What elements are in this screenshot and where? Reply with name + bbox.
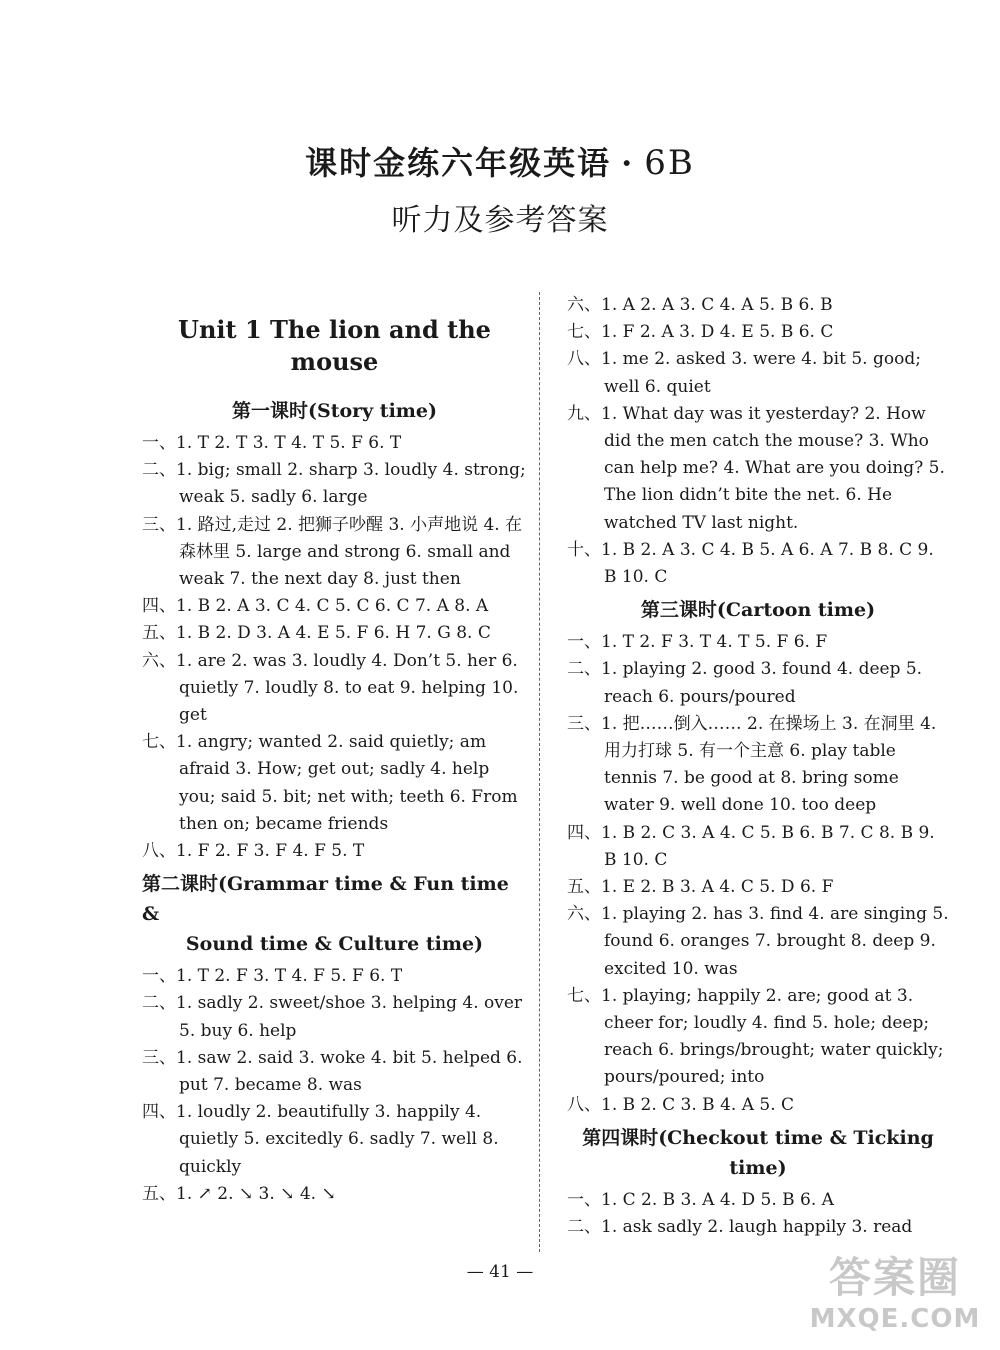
answer-line: 八、1. me 2. asked 3. were 4. bit 5. good; well 6. quiet xyxy=(567,349,921,397)
watermark-bottom: MXQE.COM xyxy=(809,1304,981,1334)
answer-line: 五、1. B 2. D 3. A 4. E 5. F 6. H 7. G 8. C xyxy=(142,623,491,644)
answer-line: 六、1. A 2. A 3. C 4. A 5. B 6. B xyxy=(567,295,833,315)
answer-line: 七、1. angry; wanted 2. said quietly; am afraid 3. How; get out; sadly 4. help you; said 5. bit; net with; teeth 6. From then on; became friends xyxy=(142,732,518,834)
left-column xyxy=(142,292,527,1208)
title-separator: · xyxy=(621,144,635,182)
book-title xyxy=(0,138,1000,184)
answer-line: 一、1. C 2. B 3. A 4. D 5. B 6. A xyxy=(567,1189,834,1210)
answer-line: 八、1. F 2. F 3. F 4. F 5. T xyxy=(142,841,365,862)
answer-line: 五、1. ↗ 2. ↘ 3. ↘ 4. ↘ xyxy=(142,1183,336,1204)
answer-line: 二、1. ask sadly 2. laugh happily 3. read xyxy=(567,1217,913,1238)
answer-line: 七、1. playing; happily 2. are; good at 3. cheer for; loudly 4. find 5. hole; deep; reach 6. brings/brought; water quickly; pours/poured; into xyxy=(567,985,944,1088)
answer-line: 九、1. What day was it yesterday? 2. How did the men catch the mouse? 3. Who can help me? 4. What are you doing? 5. The lion didn’t bite the net. 6. He watched TV last night. xyxy=(567,403,945,533)
column-divider xyxy=(539,292,540,1252)
answer-line: 二、1. sadly 2. sweet/shoe 3. helping 4. over 5. buy 6. help xyxy=(142,993,523,1041)
lesson-2-title xyxy=(142,869,527,959)
answer-line: 一、1. T 2. F 3. T 4. F 5. F 6. T xyxy=(142,966,403,987)
unit-title: Unit 1 The lion and the mouse xyxy=(178,315,491,376)
answer-line: 四、1. B 2. C 3. A 4. C 5. B 6. B 7. C 8. B 9. B 10. C xyxy=(567,822,935,870)
answer-line: 六、1. are 2. was 3. loudly 4. Don’t 5. her 6. quietly 7. loudly 8. to eat 9. helping 10. get xyxy=(142,650,519,726)
lesson-3-answers xyxy=(567,629,949,1119)
lesson-2-answers-continued xyxy=(567,292,949,591)
lesson-4-answers xyxy=(567,1187,949,1241)
lesson-1-answers xyxy=(142,430,527,865)
lesson-2-title-line-2: Sound time & Culture time) xyxy=(185,933,484,956)
lesson-1-title: 第一课时(Story time) xyxy=(231,400,437,422)
answer-line: 六、1. playing 2. has 3. find 4. are singing 5. found 6. oranges 7. brought 8. deep 9. excited 10. was xyxy=(567,904,949,979)
section-title: 听力及参考答案 xyxy=(391,203,609,238)
answer-line: 四、1. loudly 2. beautifully 3. happily 4. quietly 5. excitedly 6. sadly 7. well 8. quickly xyxy=(142,1102,499,1177)
answer-line: 三、1. 路过,走过 2. 把狮子吵醒 3. 小声地说 4. 在森林里 5. large and strong 6. small and weak 7. the next day 8. just then xyxy=(142,514,523,590)
answer-line: 十、1. B 2. A 3. C 4. B 5. A 6. A 7. B 8. C 9. B 10. C xyxy=(567,539,934,588)
right-column xyxy=(567,292,949,1241)
lesson-3-title: 第三课时(Cartoon time) xyxy=(640,599,876,622)
answer-line: 三、1. saw 2. said 3. woke 4. bit 5. helped 6. put 7. became 8. was xyxy=(142,1047,523,1096)
lesson-2-title-line-1: 第二课时(Grammar time & Fun time & xyxy=(142,873,509,926)
watermark-top: 答案圈 xyxy=(828,1253,961,1302)
lesson-2-answers xyxy=(142,963,527,1208)
book-title-text: 课时金练六年级英语 xyxy=(305,144,612,182)
answer-line: 七、1. F 2. A 3. D 4. E 5. B 6. C xyxy=(567,322,834,343)
lesson-4-title: 第四课时(Checkout time & Ticking time) xyxy=(582,1126,934,1179)
answer-line: 四、1. B 2. A 3. C 4. C 5. C 6. C 7. A 8. A xyxy=(142,596,489,617)
watermark-logo xyxy=(804,1254,986,1344)
answer-line: 二、1. big; small 2. sharp 3. loudly 4. strong; weak 5. sadly 6. large xyxy=(142,460,526,508)
page-number: — 41 — xyxy=(466,1262,534,1282)
answer-line: 五、1. E 2. B 3. A 4. C 5. D 6. F xyxy=(567,877,834,898)
answer-line: 一、1. T 2. T 3. T 4. T 5. F 6. T xyxy=(142,433,402,453)
answer-line: 一、1. T 2. F 3. T 4. T 5. F 6. F xyxy=(567,632,828,653)
answer-line: 八、1. B 2. C 3. B 4. A 5. C xyxy=(567,1094,795,1115)
answer-line: 二、1. playing 2. good 3. found 4. deep 5. reach 6. pours/poured xyxy=(567,659,923,707)
book-code: 6B xyxy=(644,143,695,183)
answer-line: 三、1. 把……倒入…… 2. 在操场上 3. 在洞里 4. 用力打球 5. 有一个主意 6. play table tennis 7. be good at 8. bring some water 9. well done 10. too deep xyxy=(567,713,937,816)
